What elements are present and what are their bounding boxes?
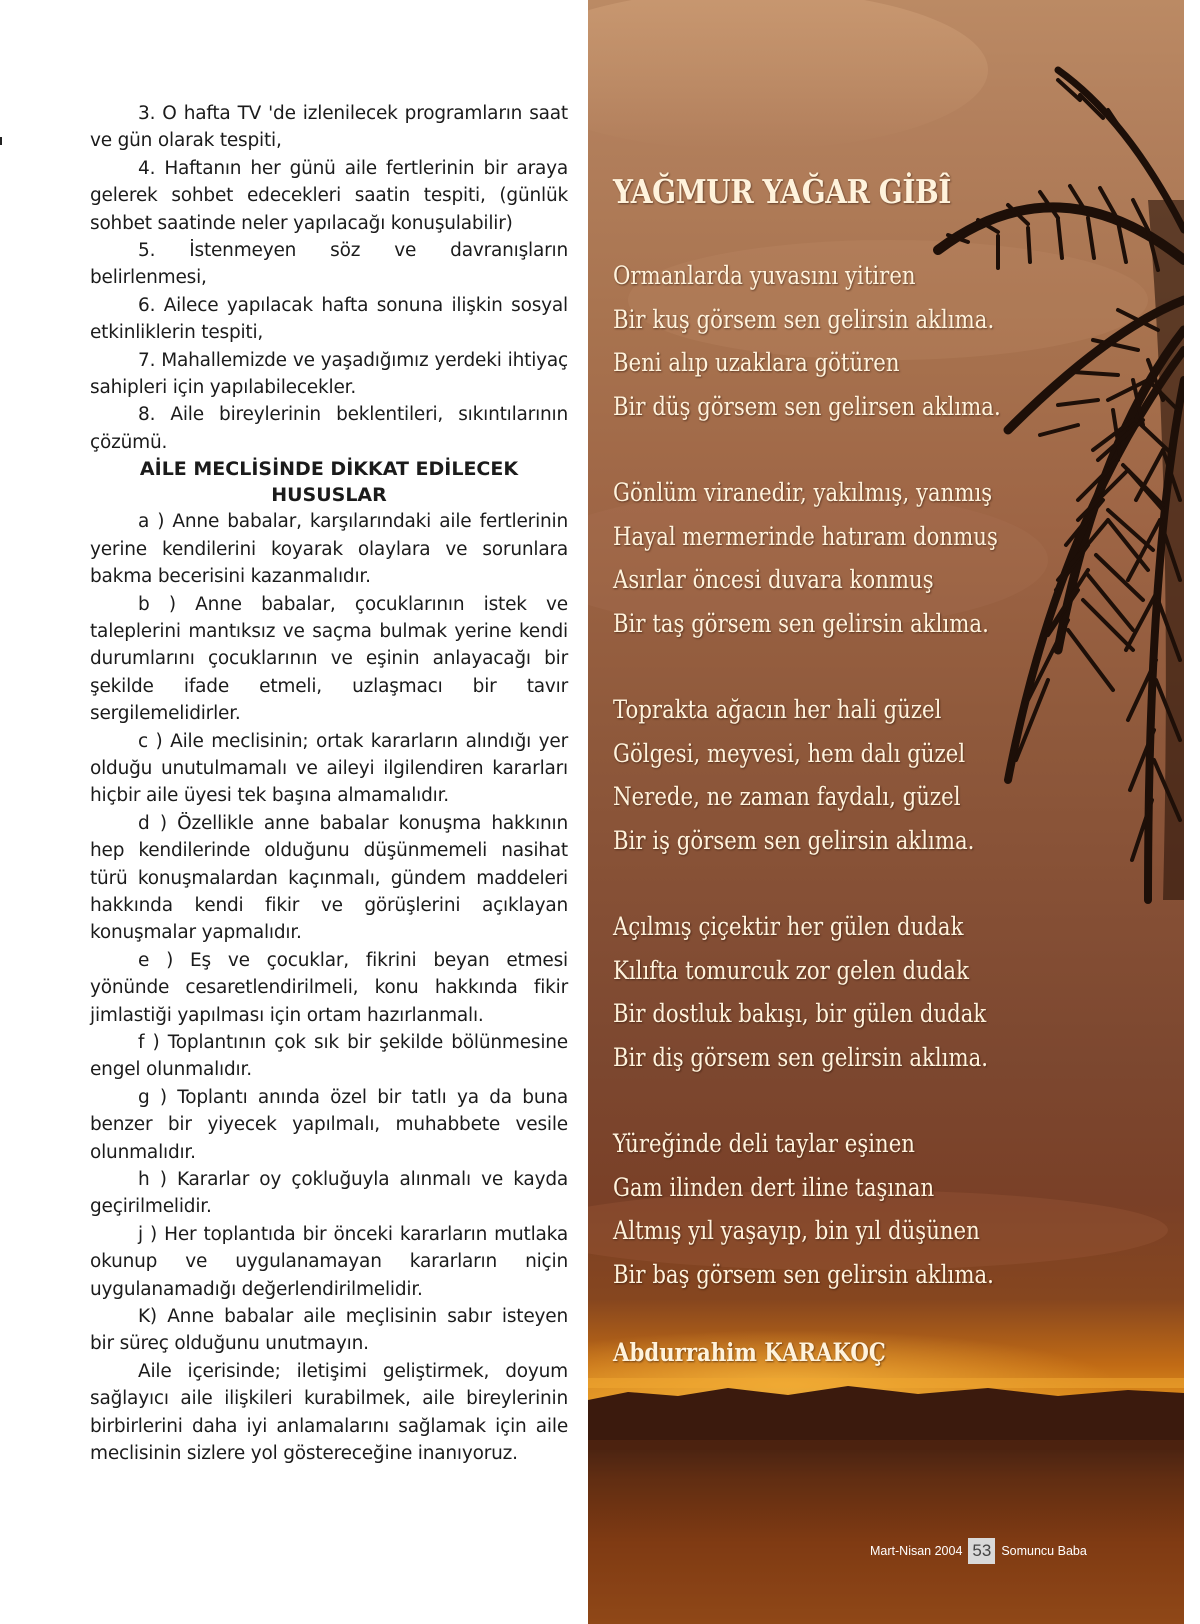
list-item: 3. O hafta TV 'de izlenilecek programların saat ve gün olarak tespiti, <box>90 103 568 152</box>
magazine-name: Somuncu Baba <box>1001 1544 1087 1558</box>
list-item: c ) Aile meclisinin; ortak kararların alındığı yer olduğu unutulmamalı ve aileyi ilgilendiren kararları hiçbir aile üyesi tek başına almamalıdır. <box>90 730 568 807</box>
poem-line: Açılmış çiçektir her gülen dudak <box>613 912 964 941</box>
poem-stanza <box>613 1122 1089 1296</box>
poem-line: Ormanlarda yuvasını yitiren <box>613 261 916 290</box>
page-number: 53 <box>968 1538 995 1564</box>
poem-stanza <box>613 471 1089 645</box>
list-item: a ) Anne babalar, karşılarındaki aile fertlerinin yerine kendilerini koyarak olaylara ve sorunlara bakma becerisini kazanmalıdır. <box>90 511 568 588</box>
list-item: b ) Anne babalar, çocuklarının istek ve taleplerini mantıksız ve saçma bulmak yerine kendi durumlarını çocuklarının ve eşinin anlayacağı bir şekilde ifade etmeli, uzlaşmacı bir tavır sergilemelidirler. <box>90 593 568 725</box>
poem-line: Altmış yıl yaşayıp, bin yıl düşünen <box>613 1216 980 1245</box>
poem <box>613 172 1089 1373</box>
section-heading: AİLE MECLİSİNDE DİKKAT EDİLECEK HUSUSLAR <box>139 458 519 507</box>
poem-stanza <box>613 905 1089 1079</box>
closing-paragraph: Aile içerisinde; iletişimi geliştirmek, doyum sağlayıcı aile ilişkileri kurabilmek, aile bireylerinin birbirlerini daha iyi anlamalarını sağlamak için aile meclisinin sizlere yol göstereceğine inanıyoruz. <box>90 1360 568 1465</box>
list-item: 7. Mahallemizde ve yaşadığımız yerdeki ihtiyaç sahipleri için yapılabilecekler. <box>90 349 568 399</box>
poem-title: YAĞMUR YAĞAR GİBÎ <box>613 172 952 211</box>
article-body <box>90 100 568 1468</box>
page-footer <box>870 1537 1087 1565</box>
poem-line: Nerede, ne zaman faydalı, güzel <box>613 782 961 811</box>
poem-line: Bir diş görsem sen gelirsin aklıma. <box>613 1042 989 1072</box>
poem-line: Bir kuş görsem sen gelirsin aklıma. <box>613 304 995 334</box>
poem-author: Abdurrahim KARAKOÇ <box>613 1338 886 1367</box>
poem-line: Bir baş görsem sen gelirsin aklıma. <box>613 1259 994 1289</box>
poem-line: Beni alıp uzaklara götüren <box>613 348 900 377</box>
list-item: f ) Toplantının çok sık bir şekilde bölünmesine engel olunmalıdır. <box>90 1032 568 1081</box>
poem-line: Toprakta ağacın her hali güzel <box>613 695 942 724</box>
list-item: 8. Aile bireylerinin beklentileri, sıkıntılarının çözümü. <box>90 404 568 453</box>
list-item: 4. Haftanın her günü aile fertlerinin bir araya gelerek sohbet edecekleri saatin tespiti, (günlük sohbet saatinde neler yapılacağı konuşulabilir) <box>90 157 568 234</box>
poem-line: Yüreğinde deli taylar eşinen <box>613 1129 915 1158</box>
poem-line: Bir düş görsem sen gelirsen aklıma. <box>613 391 1001 421</box>
list-item: g ) Toplantı anında özel bir tatlı ya da buna benzer bir yiyecek yapılmalı, muhabbete vesile olunmalıdır. <box>90 1086 568 1163</box>
poem-line: Asırlar öncesi duvara konmuş <box>613 565 934 594</box>
issue-date: Mart-Nisan 2004 <box>870 1544 963 1558</box>
poem-line: Gölgesi, meyvesi, hem dalı güzel <box>613 738 966 768</box>
poem-stanza <box>613 688 1089 862</box>
list-item: 6. Ailece yapılacak hafta sonuna ilişkin sosyal etkinliklerin tespiti, <box>90 294 568 344</box>
poem-line: Gam ilinden dert iline taşınan <box>613 1172 935 1202</box>
poem-line: Hayal mermerinde hatıram donmuş <box>613 521 998 551</box>
poem-line: Bir dostluk bakışı, bir gülen dudak <box>613 999 987 1028</box>
poem-line: Kılıfta tomurcuk zor gelen dudak <box>613 955 969 985</box>
list-item: 5. İstenmeyen söz ve davranışların belirlenmesi, <box>90 240 568 289</box>
poem-line: Bir iş görsem sen gelirsin aklıma. <box>613 825 975 855</box>
list-item: h ) Kararlar oy çokluğuyla alınmalı ve kayda geçirilmelidir. <box>90 1169 568 1218</box>
list-item: K) Anne babalar aile meçlisinin sabır isteyen bir süreç olduğunu unutmayın. <box>90 1306 568 1355</box>
margin-mark <box>0 137 2 145</box>
list-item: j ) Her toplantıda bir önceki kararların mutlaka okunup ve uygulanamayan kararların niçin uygulanamadığı değerlendirilmelidir. <box>90 1223 568 1300</box>
poem-line: Gönlüm viranedir, yakılmış, yanmış <box>613 478 993 507</box>
poem-stanza <box>613 254 1089 428</box>
poem-line: Bir taş görsem sen gelirsin aklıma. <box>613 608 989 638</box>
list-item: e ) Eş ve çocuklar, fikrini beyan etmesi yönünde cesaretlendirilmeli, konu hakkında fikir jimlastiği yapılması için ortam hazırlanmalı. <box>90 949 568 1026</box>
list-item: d ) Özellikle anne babalar konuşma hakkının hep kendilerinde olduğunu düşünmemeli nasihat türü konuşmalardan kaçınmalı, gündem maddeleri hakkında kendi fikir ve görüşlerini açıklayan konuşmalar yapmalıdır. <box>90 812 568 944</box>
poem-panel <box>588 0 1184 1624</box>
